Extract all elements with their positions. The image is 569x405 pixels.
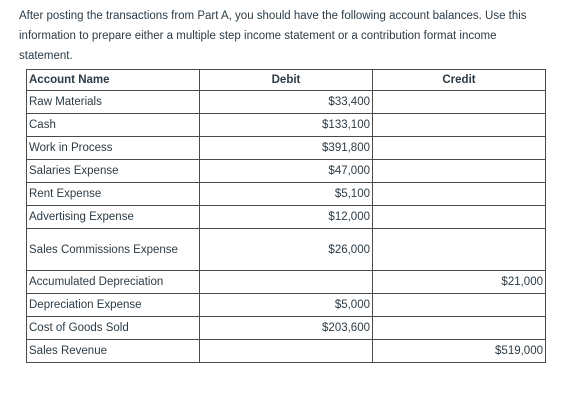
account-name-cell: Cost of Goods Sold bbox=[27, 317, 200, 340]
debit-cell bbox=[200, 340, 373, 363]
credit-cell bbox=[373, 294, 546, 317]
account-balances-table bbox=[26, 69, 546, 363]
table-row bbox=[27, 271, 546, 294]
table-row bbox=[27, 114, 546, 137]
account-name-cell: Work in Process bbox=[27, 137, 200, 160]
debit-cell: $203,600 bbox=[200, 317, 373, 340]
account-name-cell: Rent Expense bbox=[27, 183, 200, 206]
header-credit: Credit bbox=[373, 70, 546, 91]
table-row bbox=[27, 317, 546, 340]
credit-cell: $519,000 bbox=[373, 340, 546, 363]
table-header-row bbox=[27, 70, 546, 91]
account-name-cell: Salaries Expense bbox=[27, 160, 200, 183]
header-account-name: Account Name bbox=[27, 70, 200, 91]
table-row bbox=[27, 229, 546, 271]
debit-cell: $5,000 bbox=[200, 294, 373, 317]
table-row bbox=[27, 206, 546, 229]
credit-cell bbox=[373, 160, 546, 183]
credit-cell: $21,000 bbox=[373, 271, 546, 294]
debit-cell: $26,000 bbox=[200, 229, 373, 271]
account-name-cell: Cash bbox=[27, 114, 200, 137]
table-row bbox=[27, 340, 546, 363]
account-name-cell: Advertising Expense bbox=[27, 206, 200, 229]
table-row bbox=[27, 183, 546, 206]
account-name-cell: Depreciation Expense bbox=[27, 294, 200, 317]
table-row bbox=[27, 91, 546, 114]
header-debit: Debit bbox=[200, 70, 373, 91]
credit-cell bbox=[373, 183, 546, 206]
debit-cell: $12,000 bbox=[200, 206, 373, 229]
credit-cell bbox=[373, 206, 546, 229]
account-name-cell: Raw Materials bbox=[27, 91, 200, 114]
credit-cell bbox=[373, 91, 546, 114]
credit-cell bbox=[373, 229, 546, 271]
instructions-text: After posting the transactions from Part A, you should have the following account balances. Use this information to prepare either a multiple step income statement or a contribution format income statement. bbox=[19, 10, 527, 62]
credit-cell bbox=[373, 317, 546, 340]
debit-cell: $5,100 bbox=[200, 183, 373, 206]
credit-cell bbox=[373, 137, 546, 160]
debit-cell: $391,800 bbox=[200, 137, 373, 160]
table-row bbox=[27, 137, 546, 160]
debit-cell: $47,000 bbox=[200, 160, 373, 183]
debit-cell: $133,100 bbox=[200, 114, 373, 137]
debit-cell bbox=[200, 271, 373, 294]
table-row bbox=[27, 294, 546, 317]
debit-cell: $33,400 bbox=[200, 91, 373, 114]
credit-cell bbox=[373, 114, 546, 137]
table-row bbox=[27, 160, 546, 183]
account-name-cell: Sales Commissions Expense bbox=[27, 229, 200, 271]
account-name-cell: Accumulated Depreciation bbox=[27, 271, 200, 294]
account-name-cell: Sales Revenue bbox=[27, 340, 200, 363]
